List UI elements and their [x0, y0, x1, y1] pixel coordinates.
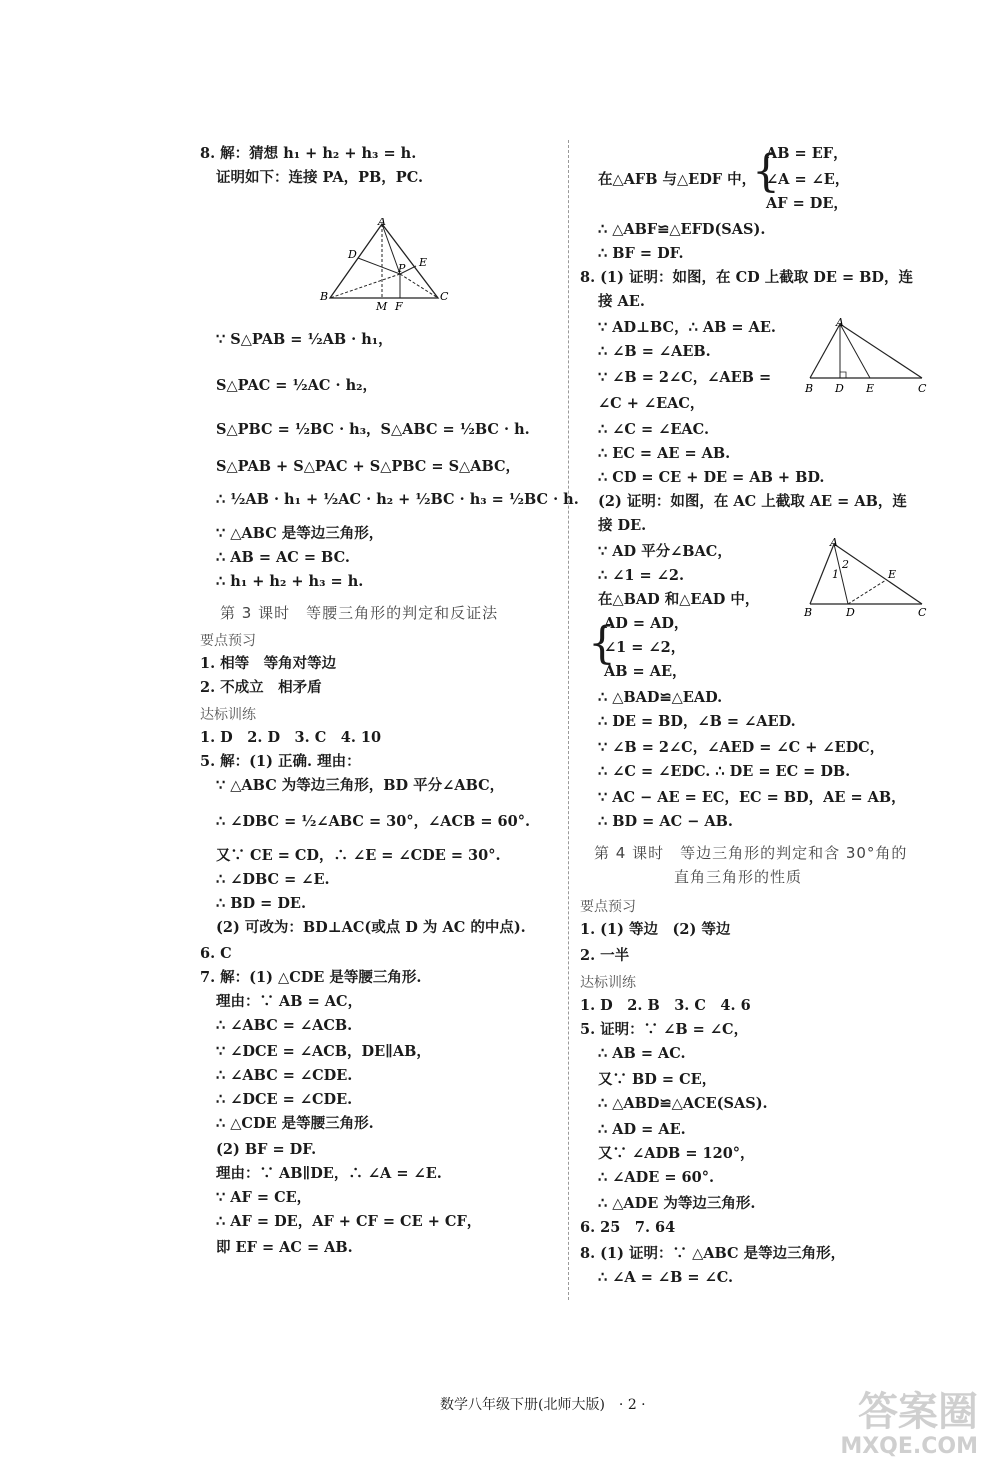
key-point-1: 1. 相等 等角对等边: [200, 655, 337, 672]
label-p: P: [398, 262, 406, 275]
s5-line-4: ∴ △ABD≌△ACE(SAS).: [598, 1095, 768, 1112]
condition-2b: ∠1 = ∠2，: [604, 639, 686, 656]
right-q8-line-12: ∵ AD 平分∠BAC，: [598, 543, 732, 560]
answer-8-line-9: ∴ AB = AC = BC.: [216, 549, 350, 566]
answer-8-line-8: ∵ △ABC 是等边三角形，: [216, 525, 384, 542]
figure-angle-bisector: [800, 538, 935, 622]
practice-answers-2-1-4: 1. D 2. B 3. C 4. 6: [580, 997, 751, 1014]
fig3-angle-1: 1: [832, 568, 839, 581]
label-a: A: [378, 218, 386, 228]
right-q8-line-15: ∴ △BAD≌△EAD.: [598, 689, 723, 706]
brace-1: {: [752, 146, 780, 197]
s8-line-2: ∴ ∠A = ∠B = ∠C.: [598, 1269, 734, 1286]
q5-line-1: 5. 解：(1) 正确. 理由：: [200, 753, 361, 770]
condition-1a: AB = EF，: [766, 145, 848, 162]
answer-8-line-3: ∵ S△PAB = ½AB · h₁，: [216, 331, 393, 348]
right-q8-line-20: ∴ BD = AC − AB.: [598, 813, 733, 830]
condition-1b: ∠A = ∠E，: [766, 171, 850, 188]
fig2-label-b: B: [805, 382, 814, 395]
s5-line-7: ∴ ∠ADE = 60°.: [598, 1169, 715, 1186]
watermark-logo: 答案圈: [858, 1389, 978, 1435]
fig2-label-c: C: [918, 382, 927, 395]
right-q8-line-8: ∴ EC = AE = AB.: [598, 445, 731, 462]
answer-8-line-10: ∴ h₁ + h₂ + h₃ = h.: [216, 573, 364, 590]
subheading-practice-2: 达标训练: [580, 975, 636, 991]
right-q8-line-5: ∵ ∠B = 2∠C，∠AEB =: [598, 369, 772, 386]
fig3-label-d: D: [846, 606, 855, 619]
fig3-label-a: A: [830, 538, 838, 549]
q5-line-2: ∵ △ABC 为等边三角形，BD 平分∠ABC，: [216, 777, 505, 794]
fig2-label-a: A: [836, 316, 844, 329]
right-q8-line-1: 8. (1) 证明：如图，在 CD 上截取 DE = BD，连: [580, 269, 914, 286]
q5-line-5: ∴ ∠DBC = ∠E.: [216, 871, 330, 888]
figure-triangle-abc-point-p: [310, 218, 460, 314]
s5-line-1: 5. 证明：∵ ∠B = ∠C，: [580, 1021, 749, 1038]
label-c: C: [440, 290, 449, 303]
q7-line-5: ∴ ∠ABC = ∠CDE.: [216, 1067, 353, 1084]
s5-line-8: ∴ △ADE 为等边三角形.: [598, 1195, 756, 1212]
right-line-2: ∴ △ABF≌△EFD(SAS).: [598, 221, 766, 238]
right-q8-line-10: (2) 证明：如图，在 AC 上截取 AE = AB，连: [598, 493, 907, 510]
right-q8-line-13: ∴ ∠1 = ∠2.: [598, 567, 685, 584]
right-q8-line-4: ∴ ∠B = ∠AEB.: [598, 343, 711, 360]
label-d: D: [348, 248, 357, 261]
q5-line-3: ∴ ∠DBC = ½∠ABC = 30°，∠ACB = 60°.: [216, 813, 530, 830]
q7-line-1: 7. 解：(1) △CDE 是等腰三角形.: [200, 969, 422, 986]
condition-2c: AB = AE，: [604, 663, 687, 680]
q7-line-11: ∴ AF = DE，AF + CF = CE + CF，: [216, 1213, 482, 1230]
q7-line-7: ∴ △CDE 是等腰三角形.: [216, 1115, 374, 1132]
answer-8-line-7: ∴ ½AB · h₁ + ½AC · h₂ + ½BC · h₃ = ½BC · h.: [216, 491, 579, 508]
s5-line-6: 又∵ ∠ADB = 120°，: [598, 1145, 755, 1162]
practice-answers-1-4: 1. D 2. D 3. C 4. 10: [200, 729, 382, 746]
q7-line-12: 即 EF = AC = AB.: [216, 1239, 353, 1256]
q7-line-9: 理由：∵ AB∥DE，∴ ∠A = ∠E.: [216, 1165, 442, 1182]
figure-right-triangle-abc: [800, 316, 935, 396]
right-q8-line-7: ∴ ∠C = ∠EAC.: [598, 421, 709, 438]
right-q8-line-11: 接 DE.: [598, 517, 647, 534]
answer-8-line-1: 8. 解：猜想 h₁ + h₂ + h₃ = h.: [200, 145, 417, 162]
fig3-label-b: B: [804, 606, 813, 619]
q5-line-6: ∴ BD = DE.: [216, 895, 307, 912]
right-q8-line-17: ∵ ∠B = 2∠C，∠AED = ∠C + ∠EDC，: [598, 739, 885, 756]
q7-line-4: ∵ ∠DCE = ∠ACB，DE∥AB，: [216, 1043, 431, 1060]
q6-answer: 6. C: [200, 945, 232, 962]
answer-8-line-5: S△PBC = ½BC · h₃，S△ABC = ½BC · h.: [216, 421, 530, 438]
right-q8-line-16: ∴ DE = BD，∠B = ∠AED.: [598, 713, 796, 730]
q7-line-2: 理由：∵ AB = AC，: [216, 993, 363, 1010]
section-title-lesson-4-line-2: 直角三角形的性质: [674, 868, 803, 886]
right-q8-line-2: 接 AE.: [598, 293, 645, 310]
right-q8-line-3: ∵ AD⊥BC，∴ AB = AE.: [598, 319, 776, 336]
s8-line-1: 8. (1) 证明：∵ △ABC 是等边三角形，: [580, 1245, 846, 1262]
condition-2a: AD = AD，: [604, 615, 689, 632]
watermark-text: MXQE.COM: [840, 1434, 978, 1459]
right-q8-line-14: 在△BAD 和△EAD 中，: [598, 591, 760, 608]
q5-line-4: 又∵ CE = CD，∴ ∠E = ∠CDE = 30°.: [216, 847, 501, 864]
right-line-3: ∴ BF = DF.: [598, 245, 684, 262]
q7-line-10: ∵ AF = CE，: [216, 1189, 312, 1206]
fig3-label-c: C: [918, 606, 927, 619]
right-q8-line-19: ∵ AC − AE = EC，EC = BD，AE = AB，: [598, 789, 906, 806]
q5-line-7: (2) 可改为：BD⊥AC(或点 D 为 AC 的中点).: [216, 919, 526, 936]
s5-line-3: 又∵ BD = CE，: [598, 1071, 717, 1088]
key-point-2-2: 2. 一半: [580, 947, 630, 964]
label-b: B: [320, 290, 329, 303]
right-q8-line-9: ∴ CD = CE + DE = AB + BD.: [598, 469, 825, 486]
s5-line-5: ∴ AD = AE.: [598, 1121, 686, 1138]
fig3-angle-2: 2: [842, 558, 849, 571]
congruence-intro: 在△AFB 与△EDF 中，: [598, 171, 757, 188]
answer-8-line-2: 证明如下：连接 PA，PB，PC.: [216, 169, 424, 186]
condition-1c: AF = DE，: [766, 195, 848, 212]
q7-line-3: ∴ ∠ABC = ∠ACB.: [216, 1017, 353, 1034]
right-q8-line-18: ∴ ∠C = ∠EDC. ∴ DE = EC = DB.: [598, 763, 851, 780]
answer-8-line-6: S△PAB + S△PAC + S△PBC = S△ABC，: [216, 458, 521, 475]
subheading-practice: 达标训练: [200, 707, 256, 723]
fig2-label-d: D: [835, 382, 844, 395]
right-q8-line-6: ∠C + ∠EAC，: [598, 395, 705, 412]
watermark: [840, 1390, 978, 1459]
label-f: F: [395, 300, 403, 313]
key-point-2-1: 1. (1) 等边 (2) 等边: [580, 921, 731, 938]
q7-line-6: ∴ ∠DCE = ∠CDE.: [216, 1091, 353, 1108]
subheading-key-points-2: 要点预习: [580, 899, 636, 915]
section-title-lesson-3: 第 3 课时 等腰三角形的判定和反证法: [220, 604, 499, 622]
label-e: E: [419, 256, 428, 269]
s6-s7-answers: 6. 25 7. 64: [580, 1219, 676, 1236]
q7-line-8: (2) BF = DF.: [216, 1141, 317, 1158]
fig2-label-e: E: [866, 382, 875, 395]
label-m: M: [376, 300, 388, 313]
subheading-key-points: 要点预习: [200, 633, 256, 649]
fig3-label-e: E: [888, 568, 897, 581]
s5-line-2: ∴ AB = AC.: [598, 1045, 686, 1062]
key-point-2: 2. 不成立 相矛盾: [200, 679, 322, 696]
answer-8-line-4: S△PAC = ½AC · h₂，: [216, 377, 377, 394]
column-divider: [568, 140, 569, 1300]
section-title-lesson-4-line-1: 第 4 课时 等边三角形的判定和含 30°角的: [594, 844, 908, 862]
page-footer: 数学八年级下册(北师大版) · 2 ·: [440, 1397, 646, 1413]
brace-2: {: [588, 618, 616, 669]
